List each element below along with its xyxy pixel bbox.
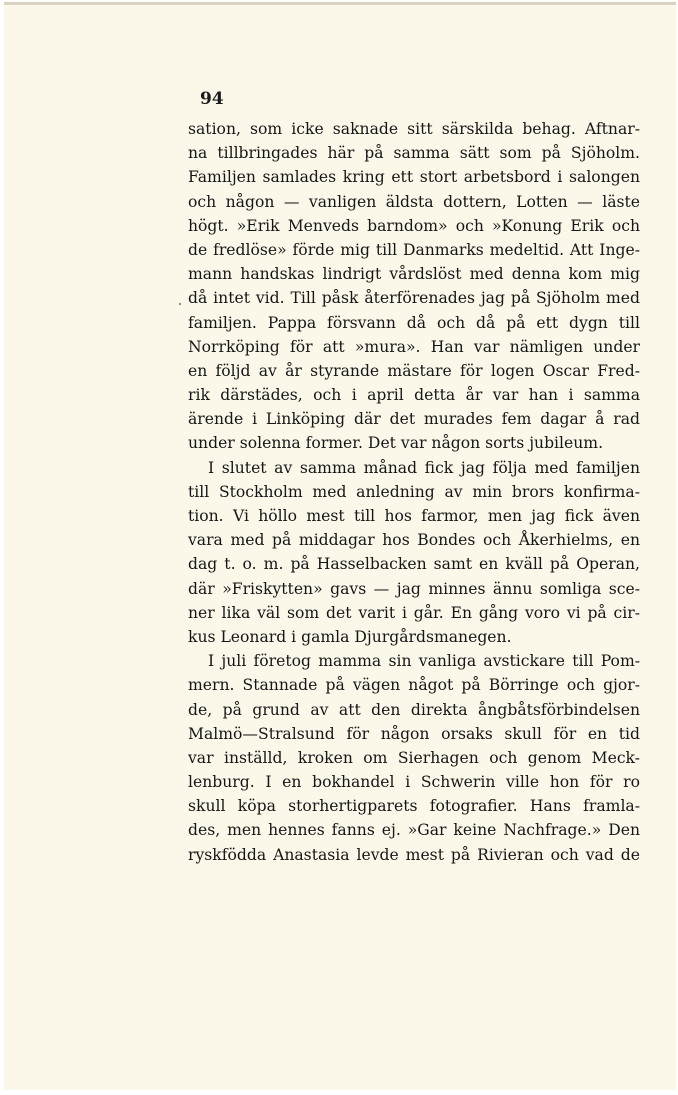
text-line: högt. »Erik Menveds barndom» och »Konung Erik och — [188, 216, 640, 235]
text-line: Malmö—Stralsund för någon orsaks skull för en tid — [188, 724, 640, 743]
text-line: familjen. Pappa försvann då och då på ett dygn till — [188, 313, 640, 332]
text-line: ner lika väl som det varit i går. En gång voro vi på cir- — [188, 603, 640, 622]
text-line: sation, som icke saknade sitt särskilda behag. Aftnar- — [188, 120, 640, 138]
text-line: en följd av år styrande mästare för logen Oscar Fred- — [188, 361, 640, 380]
book-page — [4, 2, 676, 1090]
text-line: under solenna former. Det var någon sorts jubileum. — [188, 434, 604, 453]
text-line: de, på grund av att den direkta ångbåtsförbindelsen — [188, 700, 640, 719]
text-line: lenburg. I en bokhandel i Schwerin ville hon för ro — [188, 773, 640, 792]
text-line: I juli företog mamma sin vanliga avstickare till Pom- — [208, 652, 640, 671]
body-text — [188, 117, 640, 867]
text-line: rik därstädes, och i april detta år var han i samma — [188, 386, 640, 405]
text-line: Norrköping för att »mura». Han var nämligen under — [188, 337, 640, 356]
text-line: där »Friskytten» gavs — jag minnes ännu somliga sce- — [188, 579, 640, 598]
text-line: mann handskas lindrigt vårdslöst med denna kom mig — [188, 265, 640, 284]
paper-speck — [179, 303, 181, 305]
text-line: vara med på middagar hos Bondes och Åkerhielms, en — [188, 531, 640, 550]
text-line: des, men hennes fanns ej. »Gar keine Nachfrage.» Den — [188, 821, 640, 840]
text-line: ryskfödda Anastasia levde mest på Rivieran och vad de — [188, 845, 640, 864]
text-line: dag t. o. m. på Hasselbacken samt en kväll på Operan, — [188, 555, 640, 574]
text-line: var inställd, kroken om Sierhagen och genom Meck- — [188, 748, 640, 767]
text-line: och någon — vanligen äldsta dottern, Lotten — läste — [188, 192, 640, 211]
text-line: till Stockholm med anledning av min brors konfirma- — [188, 482, 640, 501]
text-line: skull köpa storhertigparets fotografier. Hans framla- — [188, 797, 640, 816]
page-number: 94 — [200, 89, 224, 109]
text-line: kus Leonard i gamla Djurgårdsmanegen. — [188, 627, 512, 646]
text-line: tion. Vi höllo mest till hos farmor, men jag fick även — [188, 507, 640, 525]
text-line: Familjen samlades kring ett stort arbetsbord i salongen — [188, 168, 640, 187]
text-line: då intet vid. Till påsk återförenades jag på Sjöholm med — [188, 289, 640, 308]
text-line: de fredlöse» förde mig till Danmarks medeltid. Att Inge- — [188, 240, 640, 259]
text-line: ärende i Linköping där det murades fem dagar å rad — [188, 410, 640, 429]
text-line: I slutet av samma månad fick jag följa med familjen — [208, 458, 640, 477]
text-line: mern. Stannade på vägen något på Börringe och gjor- — [188, 676, 640, 695]
text-line: na tillbringades här på samma sätt som på Sjöholm. — [188, 144, 640, 163]
